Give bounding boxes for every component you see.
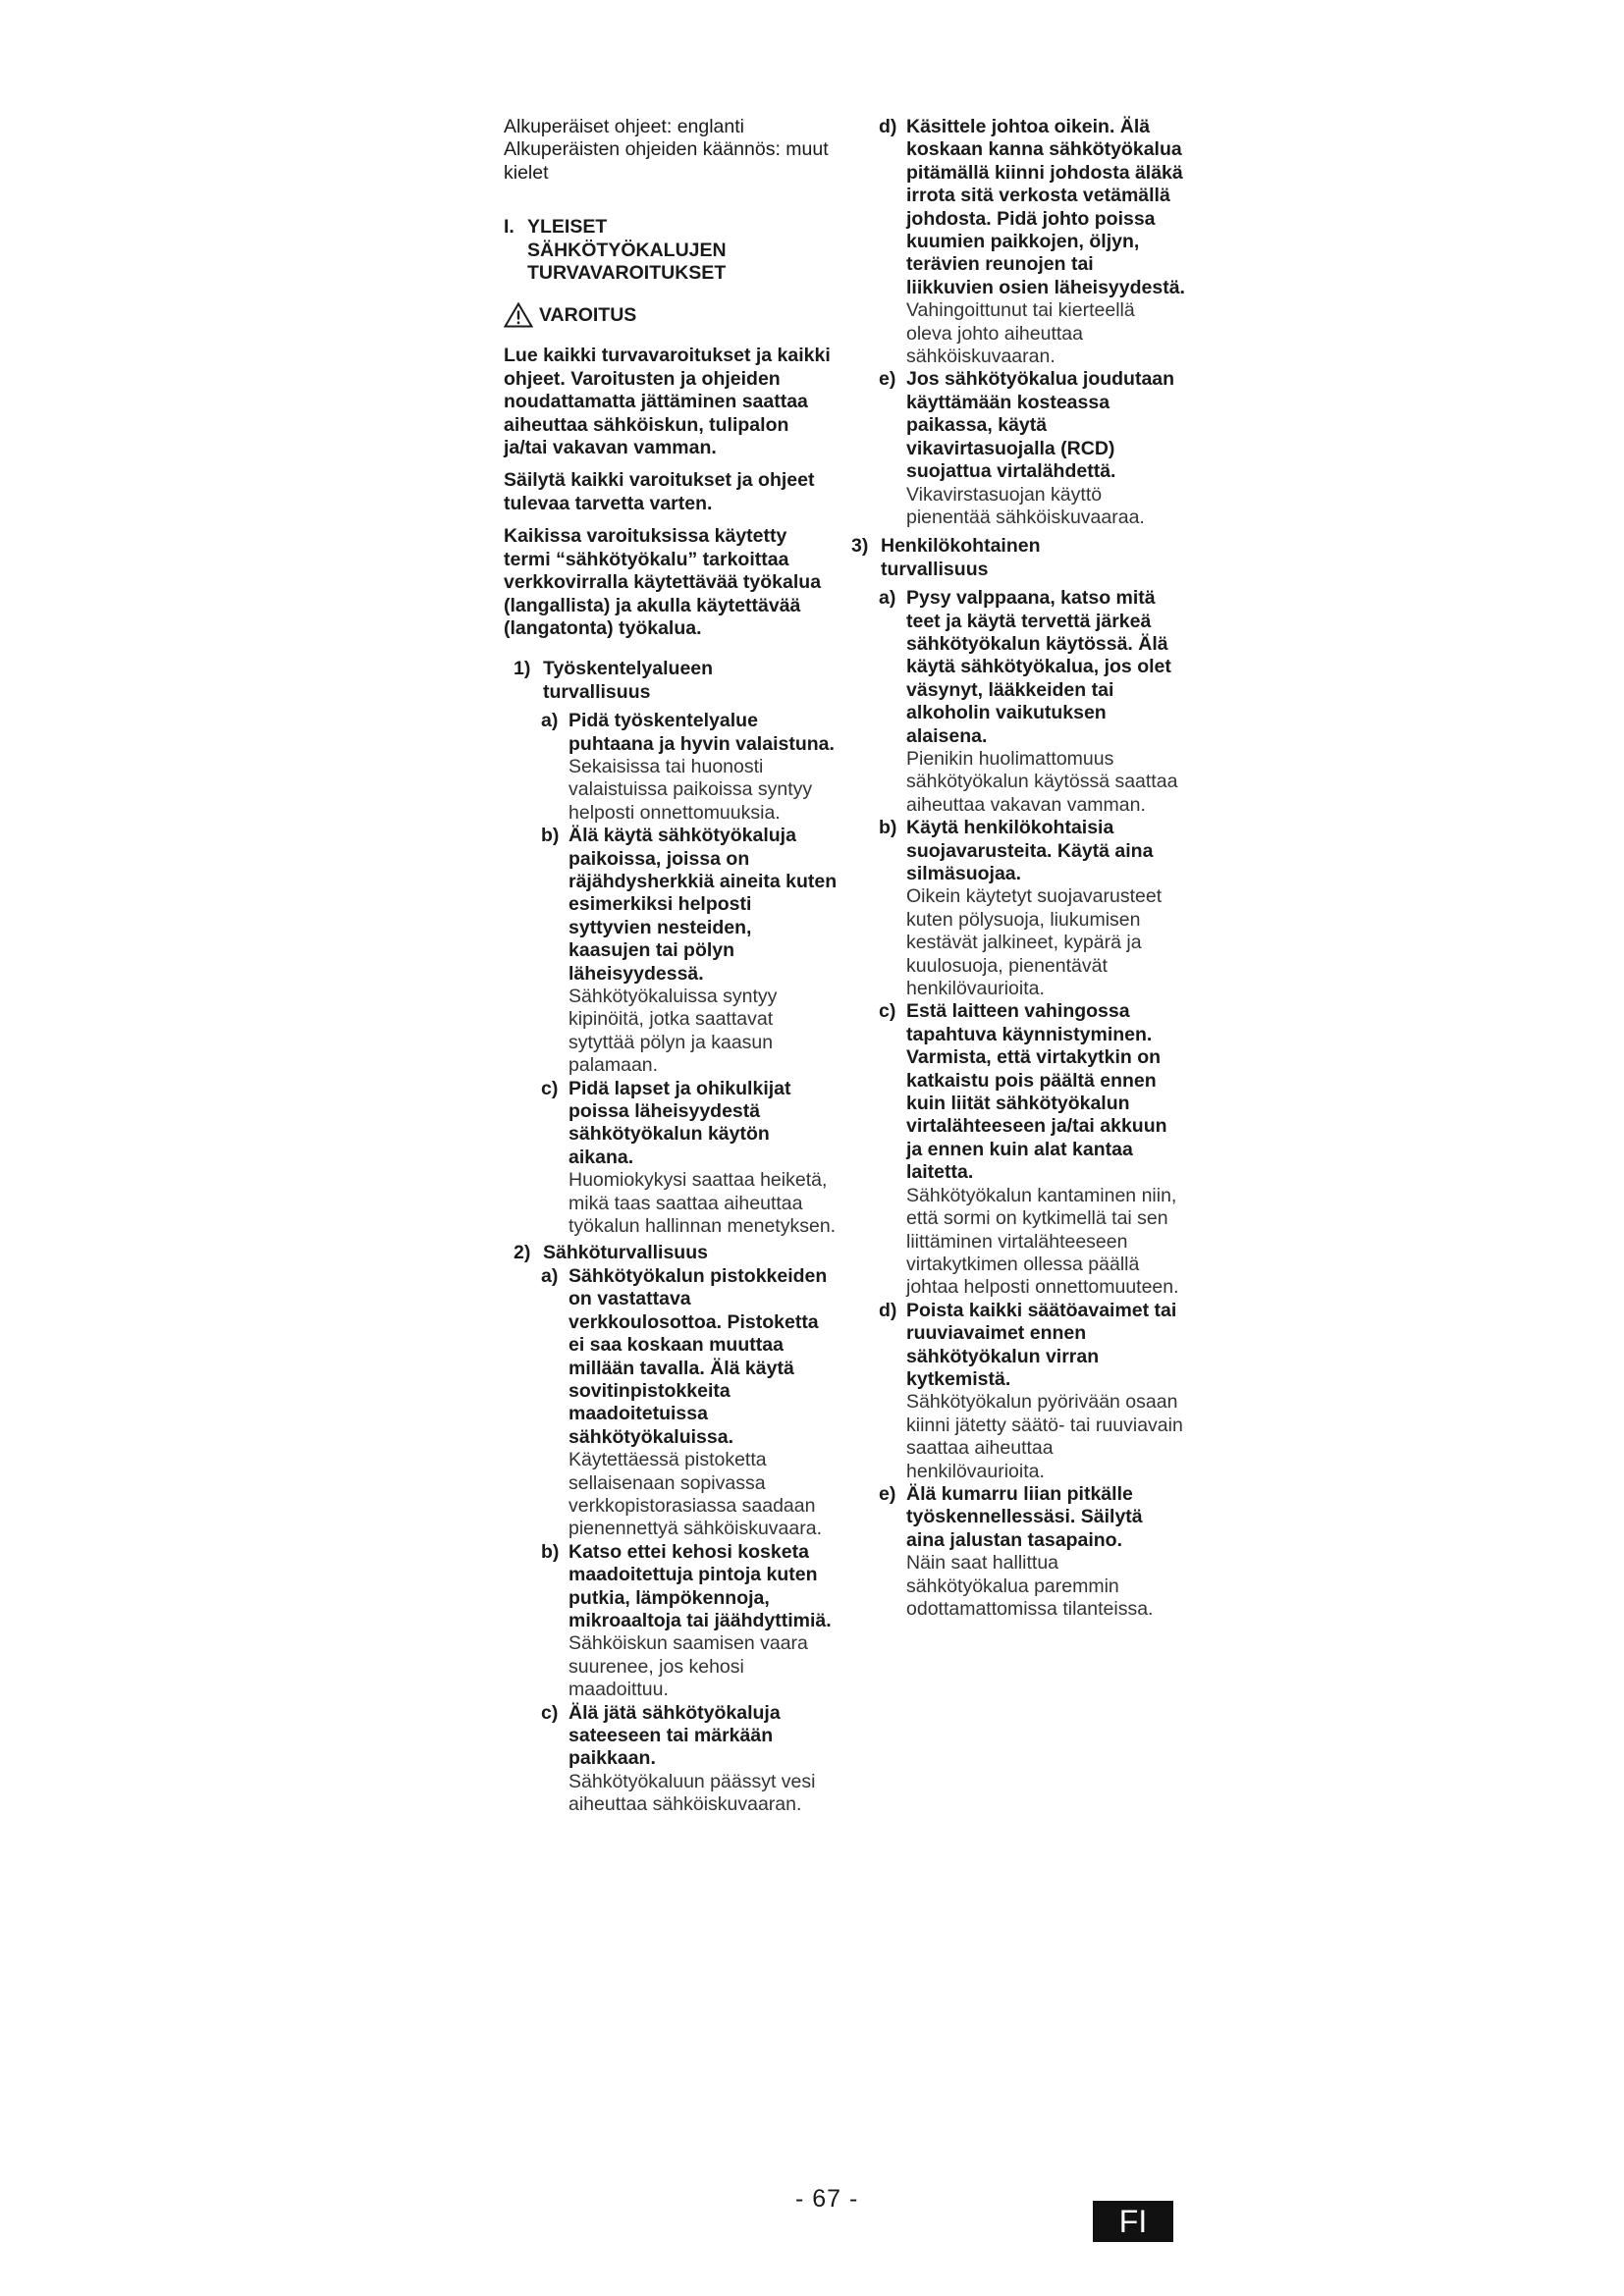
list-item: [879, 368, 1185, 529]
section-title: YLEISET SÄHKÖTYÖKALUJEN TURVAVAROITUKSET: [527, 216, 727, 285]
item-label: d): [879, 1299, 897, 1321]
group-title: Työskentelyalueen turvallisuus: [543, 658, 714, 703]
section-number: I.: [504, 216, 514, 239]
item-text: Käytettäessä pistoketta sellaisenaan sopivassa verkkopistorasiassa saadaan pienennettyä sähköiskuvaara.: [568, 1449, 823, 1540]
group-heading-work-area: [514, 658, 838, 704]
item-label: c): [541, 1701, 559, 1724]
item-text: Sähkötyökalun kantaminen niin, että sormi on kytkimellä tai sen liittäminen virtalähteeseen virtakytkimen ollessa päällä johtaa helposti onnettomuuteen.: [906, 1184, 1179, 1299]
warning-label: VAROITUS: [539, 303, 637, 326]
general-warning-2: Säilytä kaikki varoitukset ja ohjeet tulevaa tarvetta varten.: [504, 469, 815, 514]
item-bold-text: Käytä henkilökohtaisia suojavarusteita. Käytä aina silmäsuojaa.: [906, 817, 1154, 884]
item-label: d): [879, 116, 897, 137]
item-text: Sekaisissa tai huonosti valaistuissa paikoissa syntyy helposti onnettomuuksia.: [568, 755, 813, 824]
item-label: a): [541, 710, 559, 732]
list-item: [541, 1541, 838, 1702]
item-label: b): [879, 817, 897, 839]
general-warning-1: Lue kaikki turvavaroitukset ja kaikki ohjeet. Varoitusten ja ohjeiden noudattamatta jättäminen saattaa aiheuttaa sähköiskun, tulipalon ja/tai vakavan vamman.: [504, 345, 831, 459]
group-heading-personal: [851, 535, 1185, 581]
item-bold-text: Älä käytä sähkötyökaluja paikoissa, joissa on räjähdysherkkiä aineita kuten esimerkiksi helposti syttyvien nesteiden, kaasujen tai pölyn läheisyydessä.: [568, 825, 838, 985]
item-text: Vikavirstasuojan käyttö pienentää sähköiskuvaaraa.: [906, 483, 1145, 528]
warning-heading: [504, 302, 838, 328]
item-bold-text: Estä laitteen vahingossa tapahtuva käynnistyminen. Varmista, että virtakytkin on katkaistu pois päältä ennen kuin liität sähkötyökalun virtalähteeseen ja/tai akkuun ja ennen kuin alat kantaa laitetta.: [906, 1000, 1167, 1184]
item-bold-text: Jos sähkötyökalua joudutaan käyttämään kosteassa paikassa, käytä vikavirtasuojalla (RCD) suojattua virtalähdettä.: [906, 368, 1175, 483]
list-item: [879, 116, 1185, 368]
language-badge: FI: [1093, 2201, 1173, 2242]
group-heading-electrical: [514, 1242, 838, 1264]
item-bold-text: Sähkötyökalun pistokkeiden on vastattava verkkoulosottoa. Pistoketta ei saa koskaan muuttaa millään tavalla. Älä käytä sovitinpistokkeita maadoitetuissa sähkötyökaluissa.: [568, 1264, 828, 1448]
item-text: Huomiokykysi saattaa heiketä, mikä taas saattaa aiheuttaa työkalun hallinnan menetyksen.: [568, 1169, 837, 1238]
intro-line-original: Alkuperäiset ohjeet: englanti: [504, 116, 744, 137]
item-bold-text: Pidä työskentelyalue puhtaana ja hyvin valaistuna.: [568, 710, 835, 755]
item-text: Sähkötyökalun pyörivään osaan kiinni jätetty säätö- tai ruuviavain saattaa aiheuttaa henkilövaurioita.: [906, 1391, 1183, 1482]
right-column: [851, 116, 1185, 1621]
item-label: b): [541, 1540, 560, 1563]
section-heading: [504, 216, 838, 285]
group-title: Sähköturvallisuus: [543, 1242, 708, 1264]
item-text: Sähköiskun saamisen vaara suurenee, jos kehosi maadoittuu.: [568, 1632, 808, 1701]
list-item: [541, 1265, 838, 1541]
warning-triangle-icon: [504, 302, 533, 328]
item-label: b): [541, 825, 560, 847]
item-label: e): [879, 1482, 896, 1505]
item-label: a): [541, 1264, 559, 1287]
list-item: [541, 825, 838, 1077]
item-bold-text: Pidä lapset ja ohikulkijat poissa läheisyydestä sähkötyökalun käytön aikana.: [568, 1077, 791, 1168]
item-label: c): [541, 1077, 559, 1099]
group-number: 2): [514, 1242, 531, 1264]
item-text: Sähkötyökaluun päässyt vesi aiheuttaa sähköiskuvaaran.: [568, 1770, 816, 1816]
intro-line-translation: Alkuperäisten ohjeiden käännös: muut kielet: [504, 138, 829, 184]
group-number: 1): [514, 658, 531, 680]
group-title: Henkilökohtainen turvallisuus: [881, 535, 1041, 580]
list-item: [879, 587, 1185, 817]
list-item: [879, 1300, 1185, 1483]
group-number: 3): [851, 535, 869, 558]
item-bold-text: Älä jätä sähkötyökaluja sateeseen tai märkään paikkaan.: [568, 1701, 781, 1770]
item-text: Pienikin huolimattomuus sähkötyökalun käytössä saattaa aiheuttaa vakavan vamman.: [906, 747, 1178, 816]
item-bold-text: Pysy valppaana, katso mitä teet ja käytä tervettä järkeä sähkötyökalun käytössä. Älä käytä sähkötyökalua, jos olet väsynyt, lääkkeiden tai alkoholin vaikutuksen alaisena.: [906, 587, 1171, 747]
page-number: - 67 -: [795, 2185, 859, 2213]
list-item: [541, 1078, 838, 1239]
item-label: e): [879, 368, 896, 391]
item-bold-text: Älä kumarru liian pitkälle työskennellessäsi. Säilytä aina jalustan tasapaino.: [906, 1482, 1143, 1551]
item-text: Oikein käytetyt suojavarusteet kuten pölysuoja, liukumisen kestävät jalkineet, kypärä ja kuulosuoja, pienentävät henkilövaurioita.: [906, 885, 1163, 1000]
item-label: a): [879, 587, 896, 610]
item-label: c): [879, 1000, 896, 1023]
list-item: [879, 1000, 1185, 1299]
list-item: [541, 1702, 838, 1817]
list-item: [879, 1483, 1185, 1621]
item-bold-text: Poista kaikki säätöavaimet tai ruuviavaimet ennen sähkötyökalun virran kytkemistä.: [906, 1299, 1177, 1390]
list-item: [879, 817, 1185, 1000]
list-item: [541, 710, 838, 825]
item-bold-text: Katso ettei kehosi kosketa maadoitettuja pintoja kuten putkia, lämpökennoja, mikroaaltoja tai jäähdyttimiä.: [568, 1540, 832, 1631]
left-column: [504, 116, 838, 1817]
item-bold-text: Käsittele johtoa oikein. Älä koskaan kanna sähkötyökalua pitämällä kiinni johdosta äläkä irrota sitä verkosta vetämällä johdosta. Pidä johto poissa kuumien paikkojen, öljyn, terävien reunojen tai liikkuvien osien läheisyydestä.: [906, 116, 1185, 298]
item-text: Vahingoittunut tai kierteellä oleva johto aiheuttaa sähköiskuvaaran.: [906, 299, 1135, 368]
general-warning-3: Kaikissa varoituksissa käytetty termi “sähkötyökalu” tarkoittaa verkkovirralla käytettävää työkalua (langallista) ja akulla käytettävää (langatonta) työkalua.: [504, 525, 822, 639]
item-text: Näin saat hallittua sähkötyökalua paremmin odottamattomissa tilanteissa.: [906, 1552, 1154, 1620]
item-text: Sähkötyökaluissa syntyy kipinöitä, jotka saattavat sytyttää pölyn ja kaasun palamaan.: [568, 986, 778, 1077]
